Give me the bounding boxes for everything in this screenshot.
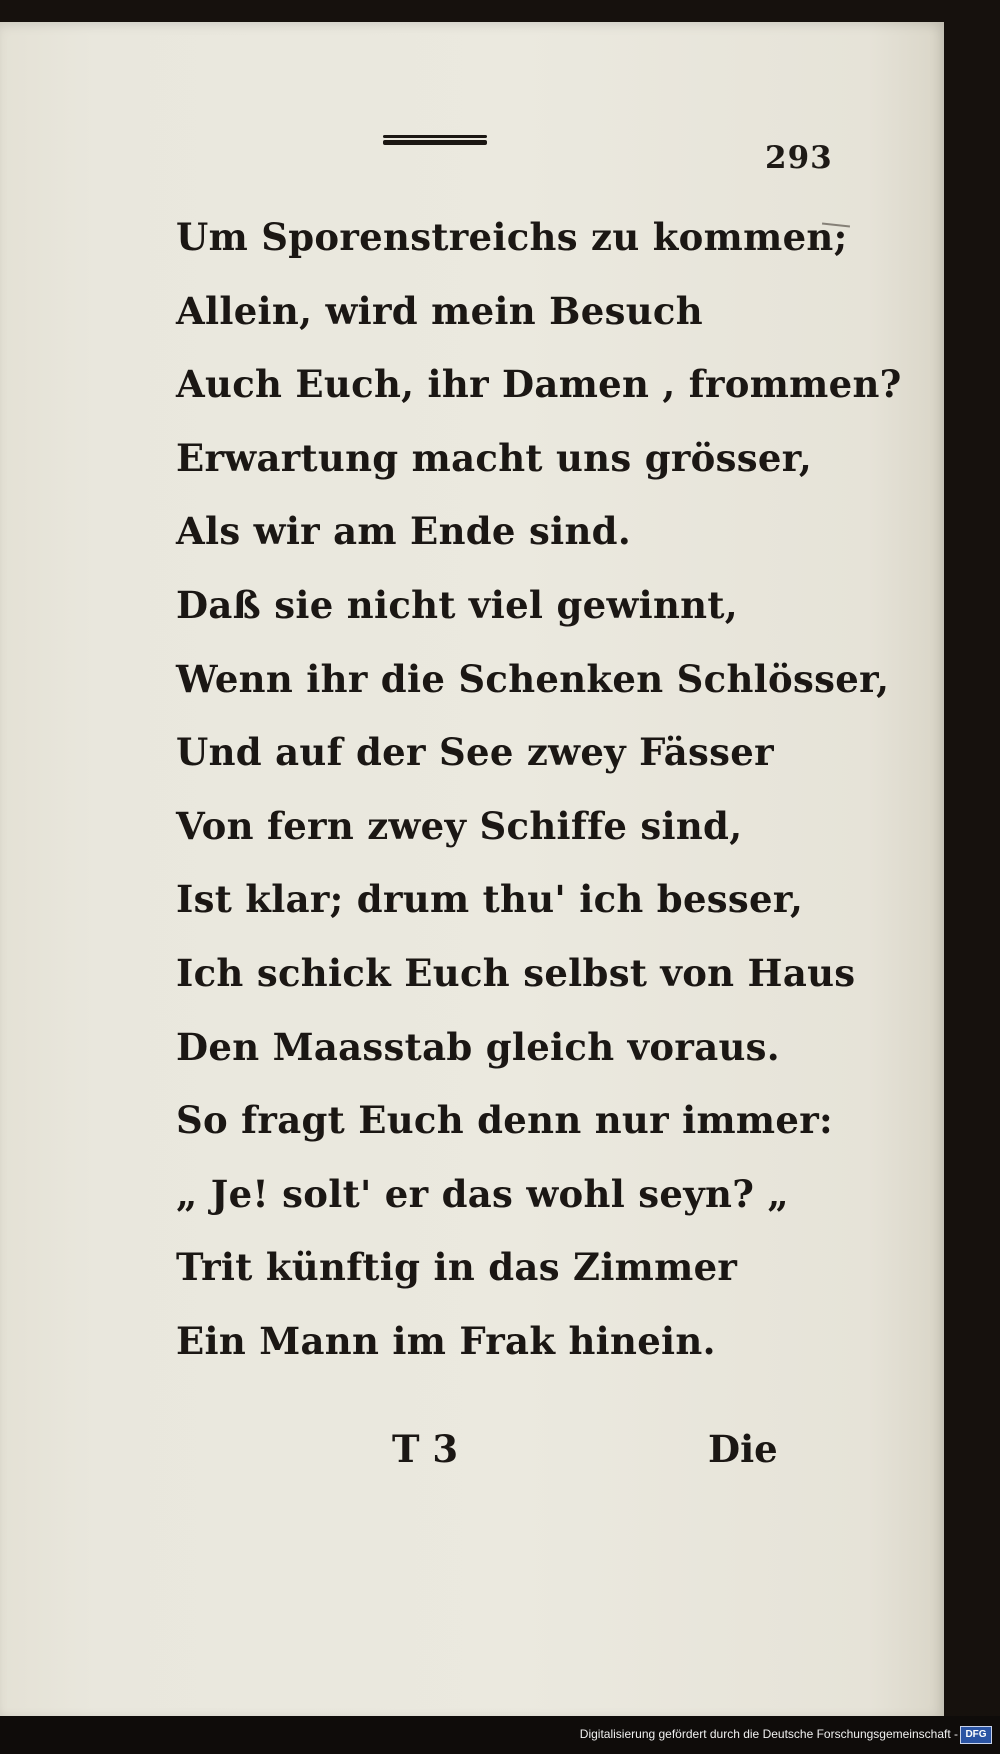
verse-line: Und auf der See zwey Fässer <box>176 730 774 775</box>
verse-line: „ Je! solt' er das wohl seyn? „ <box>176 1171 789 1216</box>
verse-line: Erwartung macht uns grösser, <box>176 435 813 480</box>
poem-text <box>176 212 902 1390</box>
page-number: 293 <box>765 140 833 176</box>
dfg-logo: DFG <box>960 1726 992 1744</box>
verse-line: Wenn ihr die Schenken Schlösser, <box>176 656 890 701</box>
rule-line-bottom <box>383 140 487 145</box>
verse-line: Ich schick Euch selbst von Haus <box>176 950 856 995</box>
ornamental-rule <box>383 135 487 147</box>
book-page <box>0 22 944 1716</box>
verse-line: Trit künftig in das Zimmer <box>176 1245 738 1290</box>
catchword: Die <box>708 1427 778 1471</box>
verse-line: Ist klar; drum thu' ich besser, <box>176 877 804 922</box>
verse-line: Allein, wird mein Besuch <box>176 288 703 333</box>
verse-line: Auch Euch, ihr Damen , frommen? <box>176 362 902 407</box>
verse-line: Um Sporenstreichs zu kommen; <box>176 215 848 259</box>
verse-line: Den Maasstab gleich voraus. <box>176 1024 780 1069</box>
verse-line: Ein Mann im Frak hinein. <box>176 1318 716 1363</box>
verse-line: Von fern zwey Schiffe sind, <box>176 803 743 848</box>
digitization-credit: Digitalisierung gefördert durch die Deutsche Forschungsgemeinschaft - <box>579 1727 958 1741</box>
verse-line: Daß sie nicht viel gewinnt, <box>176 582 738 627</box>
verse-line: So fragt Euch denn nur immer: <box>176 1098 833 1143</box>
rule-line-top <box>383 135 487 138</box>
verse-line: Als wir am Ende sind. <box>176 509 631 554</box>
signature-mark: T 3 <box>392 1427 459 1471</box>
